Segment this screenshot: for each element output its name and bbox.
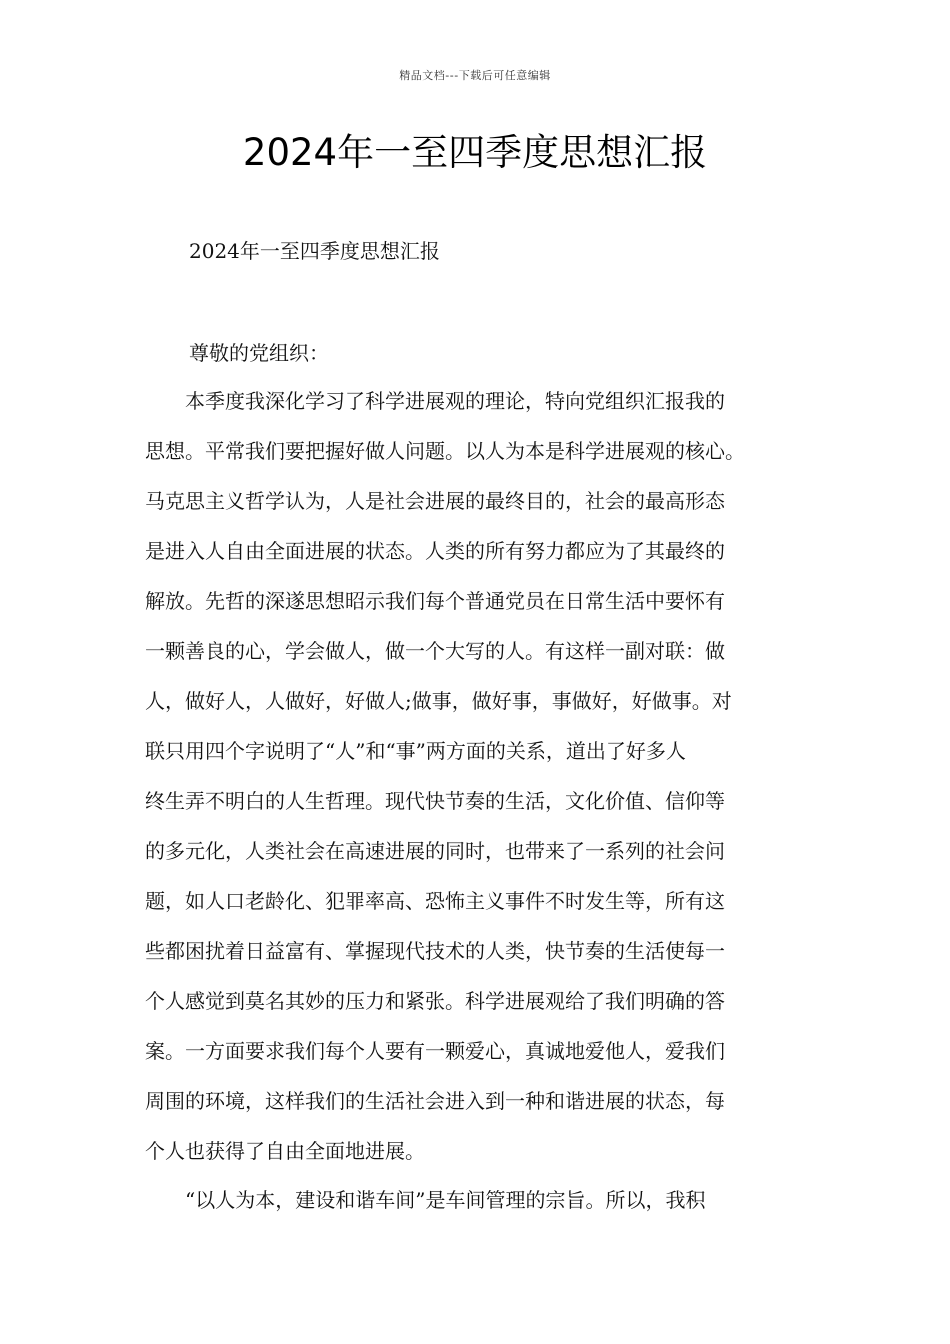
paragraph-2 [145,1175,825,1225]
text-line: 人，做好人，人做好，好做人;做事，做好事，事做好，好做事。对 [145,689,732,713]
text-line: 一颗善良的心，学会做人，做一个大写的人。有这样一副对联：做 [145,639,725,663]
text-line: 个人也获得了自由全面地进展。 [145,1139,425,1163]
text-line: 思想。平常我们要把握好做人问题。以人为本是科学进展观的核心。 [145,439,745,463]
text-line: 的多元化，人类社会在高速进展的同时，也带来了一系列的社会问 [145,839,725,863]
document-title: 2024年一至四季度思想汇报 [242,131,708,174]
salutation: 尊敬的党组织： [189,341,329,365]
text-line: 马克思主义哲学认为，人是社会进展的最终目的，社会的最高形态 [145,489,725,513]
header-note: 精品文档---下载后可任意编辑 [399,69,551,82]
text-line: 本季度我深化学习了科学进展观的理论，特向党组织汇报我的 [145,389,725,413]
text-line: 题，如人口老龄化、犯罪率高、恐怖主义事件不时发生等，所有这 [145,889,725,913]
paragraph-1 [145,376,825,1176]
text-line: 是进入人自由全面进展的状态。人类的所有努力都应为了其最终的 [145,539,725,563]
text-line: 个人感觉到莫名其妙的压力和紧张。科学进展观给了我们明确的答 [145,989,725,1013]
document-subtitle: 2024年一至四季度思想汇报 [189,239,440,263]
text-line: 终生弄不明白的人生哲理。现代快节奏的生活，文化价值、信仰等 [145,789,725,813]
text-line: 解放。先哲的深遂思想昭示我们每个普通党员在日常生活中要怀有 [145,589,725,613]
text-line: “以人为本，建设和谐车间”是车间管理的宗旨。所以，我积 [145,1188,706,1212]
text-line: 案。一方面要求我们每个人要有一颗爱心，真诚地爱他人，爱我们 [145,1039,725,1063]
text-line: 些都困扰着日益富有、掌握现代技术的人类，快节奏的生活使每一 [145,939,725,963]
text-line: 周围的环境，这样我们的生活社会进入到一种和谐进展的状态，每 [145,1089,725,1113]
text-line: 联只用四个字说明了“人”和“事”两方面的关系，道出了好多人 [145,739,686,763]
